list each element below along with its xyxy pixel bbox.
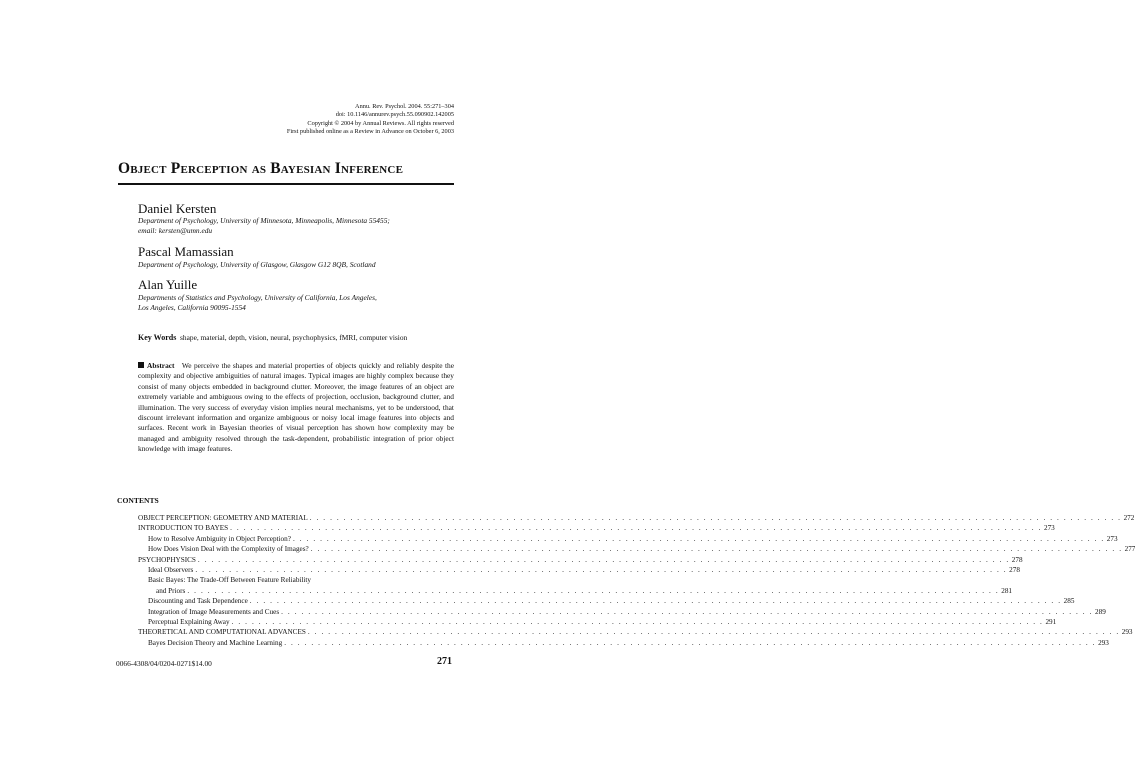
abstract-label: Abstract: [147, 361, 175, 370]
toc-entry-page: 272: [1123, 514, 1135, 522]
toc-entry-page: 293: [1121, 628, 1133, 637]
footer-code: 0066-4308/04/0204-0271$14.00: [116, 659, 212, 668]
affiliation-line: Department of Psychology, University of Minnesota, Minneapolis, Minnesota 55455;: [138, 216, 390, 225]
toc-entry-label: How Does Vision Deal with the Complexity of Images?: [148, 545, 309, 554]
toc-entry-page: 291: [1045, 617, 1057, 626]
contents-heading: CONTENTS: [117, 496, 159, 505]
toc-entry: [138, 627, 1133, 637]
journal-line: First published online as a Review in Advance on October 6, 2003: [286, 128, 454, 136]
paper-title: Object Perception as Bayesian Inference: [118, 160, 404, 177]
author-affiliation: [138, 260, 458, 270]
toc-entry-page: 293: [1098, 638, 1109, 647]
toc-leader-dots: . . . . . . . . . . . . . . . . . . . . . . . . . . . . . . . . . . . . . . . . . . . . . . . . . . . . . . . . . . . . . . . . . . . . . . . . . . . . . . . . . . . . . . . . . . . . . . . . . . . . . . . . . . . . . . . . . . . . . . . .: [231, 617, 1044, 626]
toc-entry-page: 273: [1043, 524, 1055, 533]
toc-entry-page: 278: [1011, 555, 1023, 564]
toc-entry-page: 273: [1106, 534, 1118, 543]
journal-line: doi: 10.1146/annurev.psych.55.090902.142005: [335, 111, 454, 119]
toc-leader-dots: . . . . . . . . . . . . . . . . . . . . . . . . . . . . . . . . . . . . . . . . . . . . . . . . . . . . . . . . . . . . . . . . . . . . . . . . . . . . . . . . . . . . . . . . . . . . . . . . . . . . . . . . . . . . . . . . . . . . . . . .: [307, 628, 1120, 637]
toc-entry-label: Perceptual Explaining Away: [148, 617, 230, 626]
toc-entry: [138, 555, 1023, 565]
author-name: Pascal Mamassian: [138, 244, 234, 259]
toc-entry-label: Discounting and Task Dependence: [148, 597, 248, 606]
toc-entry-label: Basic Bayes: The Trade-Off Between Feature Reliability: [148, 576, 312, 585]
square-bullet-icon: [138, 362, 144, 368]
abstract: [138, 361, 454, 455]
toc-entry-page: 285: [1063, 597, 1075, 606]
toc-entry-label: Integration of Image Measurements and Cues: [148, 607, 280, 616]
author-affiliation: [138, 216, 458, 237]
keywords-text: shape, material, depth, vision, neural, psychophysics, fMRI, computer vision: [180, 333, 408, 342]
toc-leader-dots: . . . . . . . . . . . . . . . . . . . . . . . . . . . . . . . . . . . . . . . . . . . . . . . . . . . . . . . . . . . . . . . . . . . . . . . . . . . . . . . . . . . . . . . . . . . . . . . . . . . . . . . . . . . . . . . . . . . . . . . .: [187, 586, 1000, 595]
toc-entry-label: and Priors: [156, 586, 186, 595]
toc-entry: [138, 607, 1106, 617]
toc-leader-dots: . . . . . . . . . . . . . . . . . . . . . . . . . . . . . . . . . . . . . . . . . . . . . . . . . . . . . . . . . . . . . . . . . . . . . . . . . . . . . . . . . . . . . . . . . . . . . . . . . . . . . . . . . . . . . . . . . . . . . . . .: [284, 638, 1097, 647]
toc-entry: [138, 565, 1020, 575]
toc-leader-dots: . . . . . . . . . . . . . . . . . . . . . . . . . . . . . . . . . . . . . . . . . . . . . . . . . . . . . . . . . . . . . . . . . . . . . . . . . . . . . . . . . . . . . . . . . . . . . . . . . . . . . . . . . . . . . . . . . . . . . . . .: [197, 555, 1010, 564]
toc-entry-label: How to Resolve Ambiguity in Object Perception?: [148, 534, 291, 543]
toc-entry: [138, 513, 1135, 523]
toc-entry: [138, 523, 1055, 533]
toc-leader-dots: . . . . . . . . . . . . . . . . . . . . . . . . . . . . . . . . . . . . . . . . . . . . . . . . . . . . . . . . . . . . . . . . . . . . . . . . . . . . . . . . . . . . . . . . . . . . . . . . . . . . . . . . . . . . . . . . . . . . . . . .: [230, 524, 1042, 533]
toc-entry-label: THEORETICAL AND COMPUTATIONAL ADVANCES: [138, 628, 306, 637]
author-affiliation: [138, 293, 458, 314]
toc-entry: [138, 575, 456, 585]
author-name: Daniel Kersten: [138, 201, 217, 216]
toc-leader-dots: . . . . . . . . . . . . . . . . . . . . . . . . . . . . . . . . . . . . . . . . . . . . . . . . . . . . . . . . . . . . . . . . . . . . . . . . . . . . . . . . . . . . . . . . . . . . . . . . . . . . . . . . . . . . . . . . . . . . . . . .: [309, 514, 1122, 522]
toc-leader-dots: . . . . . . . . . . . . . . . . . . . . . . . . . . . . . . . . . . . . . . . . . . . . . . . . . . . . . . . . . . . . . . . . . . . . . . . . . . . . . . . . . . . . . . . . . . . . . . . . . . . . . . . . . . . . . . . . . . . . . . . .: [249, 597, 1062, 606]
abstract-text: We perceive the shapes and material properties of objects quickly and reliably despite the complexity and objective ambiguities of natural images. Typical images are highly complex because they consist of many objects embedded in background clutter. Moreover, the image features of an object are extremely variable and ambiguous owing to the effects of projection, occlusion, background clutter, and illumination. The very success of everyday vision implies neural mechanisms, yet to be understood, that discount irrelevant information and organize ambiguous or noisy local image features into objects and surfaces. Recent work in Bayesian theories of visual perception has shown how complexity may be managed and ambiguity resolved through the task-dependent, probabilistic integration of prior object knowledge with image features.: [138, 361, 454, 454]
toc-leader-dots: . . . . . . . . . . . . . . . . . . . . . . . . . . . . . . . . . . . . . . . . . . . . . . . . . . . . . . . . . . . . . . . . . . . . . . . . . . . . . . . . . . . . . . . . . . . . . . . . . . . . . . . . . . . . . . . . . . . . . . . .: [281, 607, 1093, 616]
journal-line: Copyright © 2004 by Annual Reviews. All rights reserved: [307, 119, 454, 127]
toc-entry-page: 289: [1095, 607, 1106, 616]
toc-entry: [138, 586, 1012, 596]
toc-entry: [138, 534, 1118, 544]
journal-line: Annu. Rev. Psychol. 2004. 55:271–304: [355, 103, 454, 110]
toc-entry-page: 281: [1001, 586, 1012, 595]
affiliation-line: email: kersten@umn.edu: [138, 226, 213, 236]
toc-entry-page: 278: [1009, 565, 1020, 574]
toc-leader-dots: . . . . . . . . . . . . . . . . . . . . . . . . . . . . . . . . . . . . . . . . . . . . . . . . . . . . . . . . . . . . . . . . . . . . . . . . . . . . . . . . . . . . . . . . . . . . . . . . . . . . . . . . . . . . . . . . . . . . . . . .: [195, 565, 1008, 574]
toc-entry-label: Ideal Observers: [148, 565, 194, 574]
toc-entry-label: INTRODUCTION TO BAYES: [138, 524, 229, 533]
toc-entry-label: Bayes Decision Theory and Machine Learning: [148, 638, 283, 647]
affiliation-line: Department of Psychology, University of Glasgow, Glasgow G12 8QB, Scotland: [138, 260, 376, 269]
toc-entry-label: PSYCHOPHYSICS: [138, 555, 196, 564]
author-name: Alan Yuille: [138, 277, 198, 292]
toc-leader-dots: . . . . . . . . . . . . . . . . . . . . . . . . . . . . . . . . . . . . . . . . . . . . . . . . . . . . . . . . . . . . . . . . . . . . . . . . . . . . . . . . . . . . . . . . . . . . . . . . . . . . . . . . . . . . . . . . . . . . . . . .: [292, 534, 1105, 543]
page-number: 271: [437, 656, 452, 667]
title-rule: [118, 183, 454, 185]
toc-entry-label: OBJECT PERCEPTION: GEOMETRY AND MATERIAL: [138, 514, 308, 522]
keywords-label: Key Words: [138, 333, 177, 342]
toc-entry: [138, 638, 1109, 648]
toc-entry: [138, 596, 1075, 606]
toc-leader-dots: . . . . . . . . . . . . . . . . . . . . . . . . . . . . . . . . . . . . . . . . . . . . . . . . . . . . . . . . . . . . . . . . . . . . . . . . . . . . . . . . . . . . . . . . . . . . . . . . . . . . . . . . . . . . . . . . . . . . . . . .: [310, 545, 1123, 554]
toc-entry: [138, 544, 1135, 554]
table-of-contents: [138, 513, 1135, 648]
toc-entry: [138, 617, 1057, 627]
toc-entry-page: 277: [1124, 545, 1135, 554]
affiliation-line: Los Angeles, California 90095-1554: [138, 303, 246, 313]
affiliation-line: Departments of Statistics and Psychology, University of California, Los Angeles,: [138, 293, 377, 302]
journal-citation: [154, 103, 454, 137]
keywords: [138, 333, 458, 343]
